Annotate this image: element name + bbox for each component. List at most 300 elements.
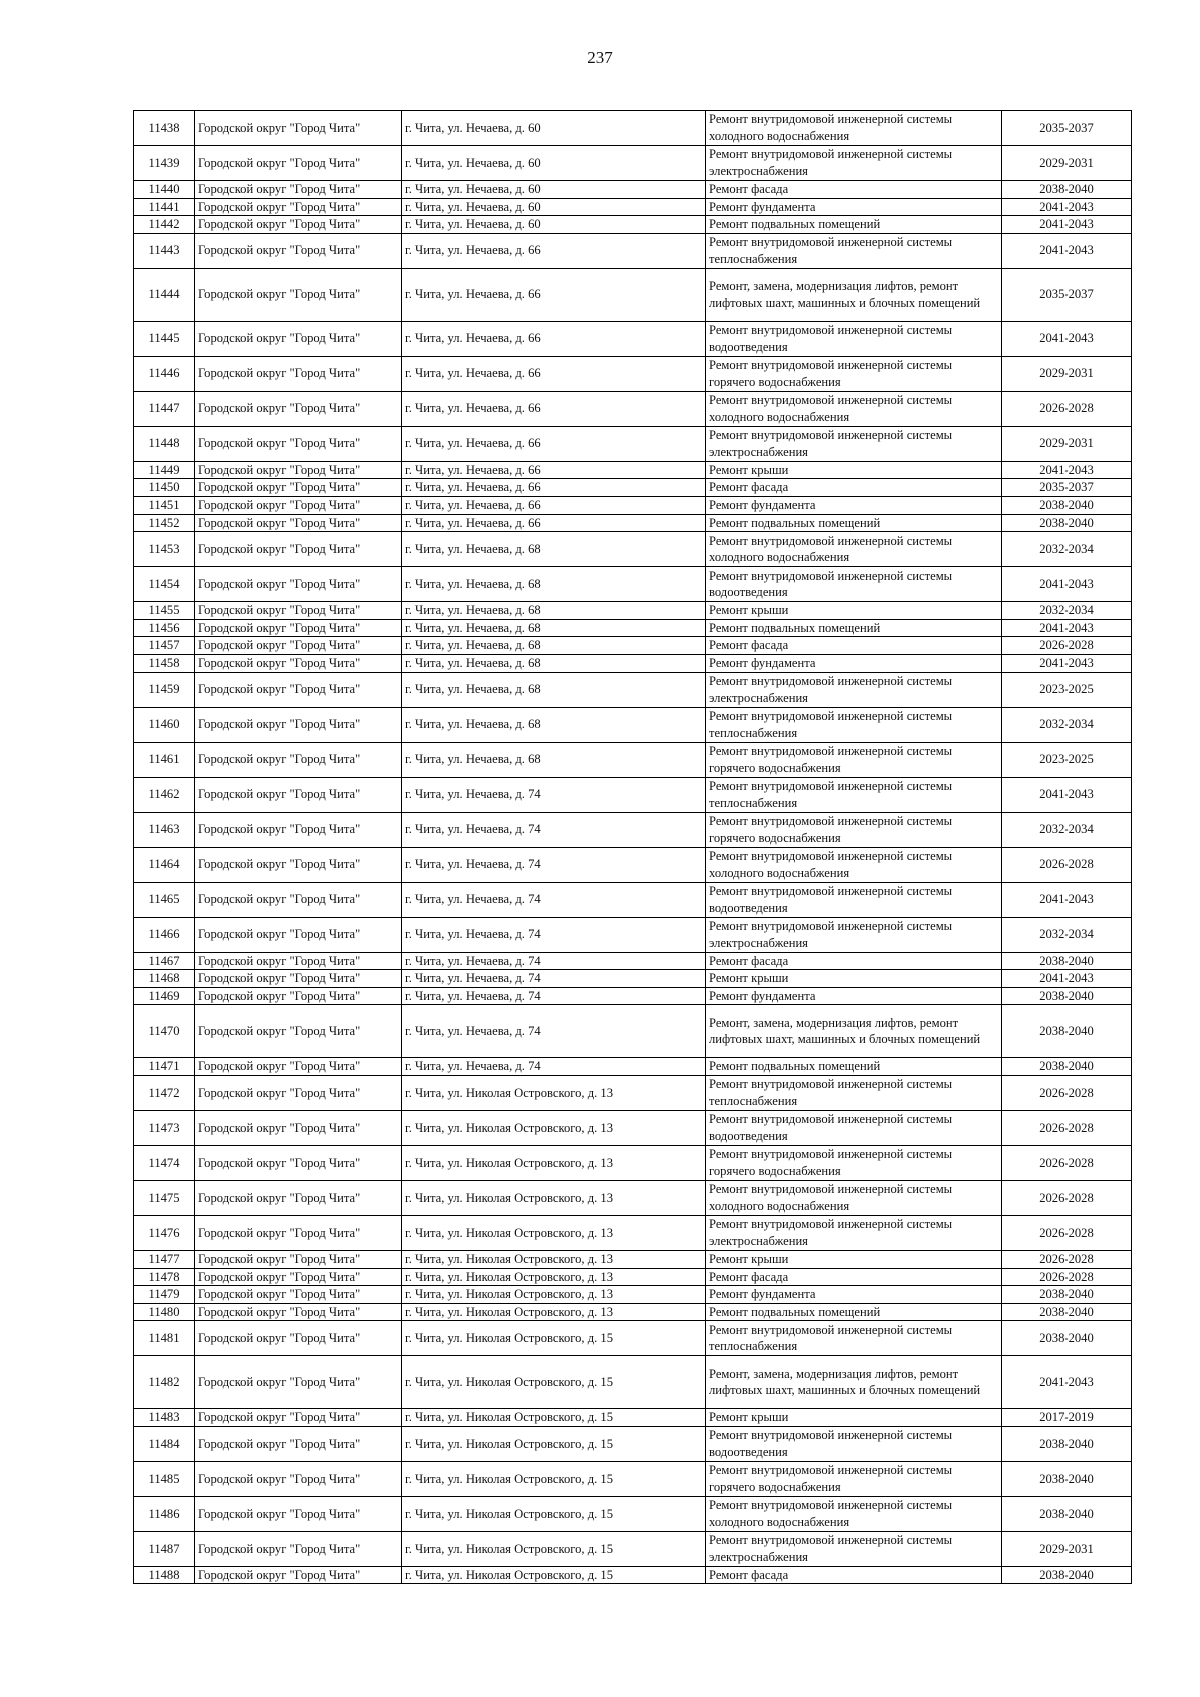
address-cell: г. Чита, ул. Нечаева, д. 68 xyxy=(402,567,706,602)
row-number-cell: 11464 xyxy=(134,847,195,882)
address-cell: г. Чита, ул. Николая Островского, д. 13 xyxy=(402,1145,706,1180)
district-cell: Городской округ "Город Чита" xyxy=(195,970,402,988)
row-number-cell: 11455 xyxy=(134,602,195,620)
address-cell: г. Чита, ул. Нечаева, д. 74 xyxy=(402,1058,706,1076)
row-number-cell: 11450 xyxy=(134,479,195,497)
work-type-cell: Ремонт внутридомовой инженерной системы водоотведения xyxy=(706,1110,1002,1145)
address-cell: г. Чита, ул. Николая Островского, д. 13 xyxy=(402,1250,706,1268)
period-cell: 2035-2037 xyxy=(1002,268,1132,321)
period-cell: 2026-2028 xyxy=(1002,1215,1132,1250)
work-type-cell: Ремонт фасада xyxy=(706,1566,1002,1584)
table-row xyxy=(134,567,1132,602)
work-type-cell: Ремонт внутридомовой инженерной системы водоотведения xyxy=(706,1426,1002,1461)
row-number-cell: 11462 xyxy=(134,777,195,812)
work-type-cell: Ремонт фундамента xyxy=(706,654,1002,672)
work-type-cell: Ремонт подвальных помещений xyxy=(706,216,1002,234)
period-cell: 2041-2043 xyxy=(1002,321,1132,356)
address-cell: г. Чита, ул. Нечаева, д. 68 xyxy=(402,619,706,637)
district-cell: Городской округ "Город Чита" xyxy=(195,777,402,812)
address-cell: г. Чита, ул. Нечаева, д. 74 xyxy=(402,1005,706,1058)
table-row xyxy=(134,917,1132,952)
table-row xyxy=(134,1286,1132,1304)
period-cell: 2038-2040 xyxy=(1002,1566,1132,1584)
period-cell: 2032-2034 xyxy=(1002,602,1132,620)
row-number-cell: 11447 xyxy=(134,391,195,426)
table-row xyxy=(134,602,1132,620)
address-cell: г. Чита, ул. Нечаева, д. 68 xyxy=(402,637,706,655)
district-cell: Городской округ "Город Чита" xyxy=(195,882,402,917)
period-cell: 2029-2031 xyxy=(1002,356,1132,391)
address-cell: г. Чита, ул. Николая Островского, д. 15 xyxy=(402,1409,706,1427)
period-cell: 2023-2025 xyxy=(1002,742,1132,777)
work-type-cell: Ремонт внутридомовой инженерной системы теплоснабжения xyxy=(706,777,1002,812)
table-row xyxy=(134,1531,1132,1566)
period-cell: 2041-2043 xyxy=(1002,567,1132,602)
work-type-cell: Ремонт подвальных помещений xyxy=(706,514,1002,532)
row-number-cell: 11457 xyxy=(134,637,195,655)
table-row xyxy=(134,1058,1132,1076)
district-cell: Городской округ "Город Чита" xyxy=(195,987,402,1005)
row-number-cell: 11472 xyxy=(134,1075,195,1110)
row-number-cell: 11467 xyxy=(134,952,195,970)
district-cell: Городской округ "Город Чита" xyxy=(195,1250,402,1268)
district-cell: Городской округ "Город Чита" xyxy=(195,268,402,321)
table-row xyxy=(134,1145,1132,1180)
row-number-cell: 11445 xyxy=(134,321,195,356)
period-cell: 2038-2040 xyxy=(1002,1058,1132,1076)
table-row xyxy=(134,514,1132,532)
table-row xyxy=(134,1496,1132,1531)
row-number-cell: 11482 xyxy=(134,1356,195,1409)
work-type-cell: Ремонт фундамента xyxy=(706,1286,1002,1304)
table-row xyxy=(134,146,1132,181)
table-row xyxy=(134,461,1132,479)
address-cell: г. Чита, ул. Николая Островского, д. 13 xyxy=(402,1180,706,1215)
table-row xyxy=(134,637,1132,655)
period-cell: 2026-2028 xyxy=(1002,391,1132,426)
row-number-cell: 11460 xyxy=(134,707,195,742)
period-cell: 2029-2031 xyxy=(1002,426,1132,461)
address-cell: г. Чита, ул. Нечаева, д. 66 xyxy=(402,514,706,532)
period-cell: 2038-2040 xyxy=(1002,1496,1132,1531)
period-cell: 2038-2040 xyxy=(1002,514,1132,532)
address-cell: г. Чита, ул. Нечаева, д. 68 xyxy=(402,654,706,672)
row-number-cell: 11461 xyxy=(134,742,195,777)
table-row xyxy=(134,970,1132,988)
address-cell: г. Чита, ул. Нечаева, д. 68 xyxy=(402,672,706,707)
district-cell: Городской округ "Город Чита" xyxy=(195,742,402,777)
district-cell: Городской округ "Город Чита" xyxy=(195,707,402,742)
period-cell: 2041-2043 xyxy=(1002,461,1132,479)
district-cell: Городской округ "Город Чита" xyxy=(195,146,402,181)
district-cell: Городской округ "Город Чита" xyxy=(195,216,402,234)
district-cell: Городской округ "Город Чита" xyxy=(195,1005,402,1058)
table-row xyxy=(134,198,1132,216)
work-type-cell: Ремонт внутридомовой инженерной системы теплоснабжения xyxy=(706,1321,1002,1356)
address-cell: г. Чита, ул. Николая Островского, д. 13 xyxy=(402,1215,706,1250)
district-cell: Городской округ "Город Чита" xyxy=(195,233,402,268)
address-cell: г. Чита, ул. Николая Островского, д. 15 xyxy=(402,1356,706,1409)
work-type-cell: Ремонт внутридомовой инженерной системы электроснабжения xyxy=(706,917,1002,952)
table-row xyxy=(134,1566,1132,1584)
table-row xyxy=(134,1409,1132,1427)
period-cell: 2026-2028 xyxy=(1002,637,1132,655)
period-cell: 2041-2043 xyxy=(1002,216,1132,234)
work-type-cell: Ремонт внутридомовой инженерной системы электроснабжения xyxy=(706,1215,1002,1250)
address-cell: г. Чита, ул. Николая Островского, д. 13 xyxy=(402,1110,706,1145)
period-cell: 2038-2040 xyxy=(1002,1005,1132,1058)
work-type-cell: Ремонт внутридомовой инженерной системы теплоснабжения xyxy=(706,233,1002,268)
row-number-cell: 11473 xyxy=(134,1110,195,1145)
table-row xyxy=(134,1321,1132,1356)
row-number-cell: 11458 xyxy=(134,654,195,672)
row-number-cell: 11465 xyxy=(134,882,195,917)
address-cell: г. Чита, ул. Нечаева, д. 74 xyxy=(402,952,706,970)
period-cell: 2023-2025 xyxy=(1002,672,1132,707)
work-type-cell: Ремонт внутридомовой инженерной системы холодного водоснабжения xyxy=(706,1180,1002,1215)
address-cell: г. Чита, ул. Нечаева, д. 74 xyxy=(402,882,706,917)
table-row xyxy=(134,1215,1132,1250)
table-row xyxy=(134,1303,1132,1321)
table-row xyxy=(134,1250,1132,1268)
table-row xyxy=(134,654,1132,672)
address-cell: г. Чита, ул. Николая Островского, д. 13 xyxy=(402,1268,706,1286)
period-cell: 2041-2043 xyxy=(1002,970,1132,988)
row-number-cell: 11444 xyxy=(134,268,195,321)
row-number-cell: 11479 xyxy=(134,1286,195,1304)
period-cell: 2035-2037 xyxy=(1002,479,1132,497)
row-number-cell: 11484 xyxy=(134,1426,195,1461)
work-type-cell: Ремонт внутридомовой инженерной системы холодного водоснабжения xyxy=(706,847,1002,882)
address-cell: г. Чита, ул. Николая Островского, д. 13 xyxy=(402,1303,706,1321)
row-number-cell: 11439 xyxy=(134,146,195,181)
district-cell: Городской округ "Город Чита" xyxy=(195,637,402,655)
work-type-cell: Ремонт крыши xyxy=(706,461,1002,479)
period-cell: 2032-2034 xyxy=(1002,707,1132,742)
address-cell: г. Чита, ул. Нечаева, д. 60 xyxy=(402,198,706,216)
period-cell: 2026-2028 xyxy=(1002,1250,1132,1268)
period-cell: 2026-2028 xyxy=(1002,1268,1132,1286)
row-number-cell: 11469 xyxy=(134,987,195,1005)
address-cell: г. Чита, ул. Нечаева, д. 74 xyxy=(402,970,706,988)
period-cell: 2026-2028 xyxy=(1002,847,1132,882)
period-cell: 2041-2043 xyxy=(1002,198,1132,216)
row-number-cell: 11470 xyxy=(134,1005,195,1058)
row-number-cell: 11471 xyxy=(134,1058,195,1076)
row-number-cell: 11451 xyxy=(134,496,195,514)
row-number-cell: 11441 xyxy=(134,198,195,216)
row-number-cell: 11474 xyxy=(134,1145,195,1180)
district-cell: Городской округ "Город Чита" xyxy=(195,1461,402,1496)
district-cell: Городской округ "Город Чита" xyxy=(195,479,402,497)
period-cell: 2029-2031 xyxy=(1002,146,1132,181)
work-type-cell: Ремонт внутридомовой инженерной системы горячего водоснабжения xyxy=(706,356,1002,391)
table-row xyxy=(134,1426,1132,1461)
district-cell: Городской округ "Город Чита" xyxy=(195,321,402,356)
work-type-cell: Ремонт подвальных помещений xyxy=(706,619,1002,637)
row-number-cell: 11487 xyxy=(134,1531,195,1566)
work-type-cell: Ремонт фасада xyxy=(706,637,1002,655)
address-cell: г. Чита, ул. Николая Островского, д. 15 xyxy=(402,1531,706,1566)
district-cell: Городской округ "Город Чита" xyxy=(195,514,402,532)
period-cell: 2038-2040 xyxy=(1002,987,1132,1005)
period-cell: 2038-2040 xyxy=(1002,1461,1132,1496)
work-type-cell: Ремонт внутридомовой инженерной системы водоотведения xyxy=(706,567,1002,602)
table-row xyxy=(134,1356,1132,1409)
period-cell: 2041-2043 xyxy=(1002,654,1132,672)
period-cell: 2038-2040 xyxy=(1002,952,1132,970)
table-row xyxy=(134,1075,1132,1110)
district-cell: Городской округ "Город Чита" xyxy=(195,1110,402,1145)
work-type-cell: Ремонт фасада xyxy=(706,1268,1002,1286)
table-row xyxy=(134,847,1132,882)
district-cell: Городской округ "Город Чита" xyxy=(195,619,402,637)
address-cell: г. Чита, ул. Нечаева, д. 60 xyxy=(402,216,706,234)
district-cell: Городской округ "Город Чита" xyxy=(195,1426,402,1461)
work-type-cell: Ремонт внутридомовой инженерной системы теплоснабжения xyxy=(706,707,1002,742)
work-type-cell: Ремонт внутридомовой инженерной системы горячего водоснабжения xyxy=(706,812,1002,847)
district-cell: Городской округ "Город Чита" xyxy=(195,1566,402,1584)
work-type-cell: Ремонт внутридомовой инженерной системы электроснабжения xyxy=(706,1531,1002,1566)
work-type-cell: Ремонт фундамента xyxy=(706,198,1002,216)
district-cell: Городской округ "Город Чита" xyxy=(195,391,402,426)
row-number-cell: 11485 xyxy=(134,1461,195,1496)
district-cell: Городской округ "Город Чита" xyxy=(195,567,402,602)
district-cell: Городской округ "Город Чита" xyxy=(195,917,402,952)
work-type-cell: Ремонт внутридомовой инженерной системы горячего водоснабжения xyxy=(706,1145,1002,1180)
period-cell: 2041-2043 xyxy=(1002,619,1132,637)
row-number-cell: 11486 xyxy=(134,1496,195,1531)
row-number-cell: 11488 xyxy=(134,1566,195,1584)
work-type-cell: Ремонт подвальных помещений xyxy=(706,1058,1002,1076)
address-cell: г. Чита, ул. Нечаева, д. 66 xyxy=(402,479,706,497)
district-cell: Городской округ "Город Чита" xyxy=(195,426,402,461)
row-number-cell: 11442 xyxy=(134,216,195,234)
row-number-cell: 11463 xyxy=(134,812,195,847)
table-row xyxy=(134,268,1132,321)
district-cell: Городской округ "Город Чита" xyxy=(195,1409,402,1427)
address-cell: г. Чита, ул. Нечаева, д. 66 xyxy=(402,268,706,321)
period-cell: 2017-2019 xyxy=(1002,1409,1132,1427)
row-number-cell: 11448 xyxy=(134,426,195,461)
table-row xyxy=(134,391,1132,426)
address-cell: г. Чита, ул. Нечаева, д. 74 xyxy=(402,987,706,1005)
row-number-cell: 11456 xyxy=(134,619,195,637)
address-cell: г. Чита, ул. Нечаева, д. 60 xyxy=(402,111,706,146)
district-cell: Городской округ "Город Чита" xyxy=(195,181,402,199)
period-cell: 2038-2040 xyxy=(1002,1426,1132,1461)
district-cell: Городской округ "Город Чита" xyxy=(195,461,402,479)
table-row xyxy=(134,812,1132,847)
district-cell: Городской округ "Город Чита" xyxy=(195,1268,402,1286)
row-number-cell: 11468 xyxy=(134,970,195,988)
address-cell: г. Чита, ул. Нечаева, д. 74 xyxy=(402,847,706,882)
table-row xyxy=(134,356,1132,391)
table-row xyxy=(134,496,1132,514)
period-cell: 2041-2043 xyxy=(1002,233,1132,268)
address-cell: г. Чита, ул. Николая Островского, д. 15 xyxy=(402,1496,706,1531)
district-cell: Городской округ "Город Чита" xyxy=(195,1075,402,1110)
district-cell: Городской округ "Город Чита" xyxy=(195,847,402,882)
work-type-cell: Ремонт крыши xyxy=(706,1250,1002,1268)
row-number-cell: 11466 xyxy=(134,917,195,952)
address-cell: г. Чита, ул. Нечаева, д. 68 xyxy=(402,532,706,567)
row-number-cell: 11443 xyxy=(134,233,195,268)
table-row xyxy=(134,321,1132,356)
work-type-cell: Ремонт внутридомовой инженерной системы холодного водоснабжения xyxy=(706,111,1002,146)
table-row xyxy=(134,1005,1132,1058)
row-number-cell: 11477 xyxy=(134,1250,195,1268)
address-cell: г. Чита, ул. Николая Островского, д. 13 xyxy=(402,1075,706,1110)
table-row xyxy=(134,742,1132,777)
table-row xyxy=(134,111,1132,146)
address-cell: г. Чита, ул. Нечаева, д. 66 xyxy=(402,356,706,391)
work-type-cell: Ремонт подвальных помещений xyxy=(706,1303,1002,1321)
work-type-cell: Ремонт фасада xyxy=(706,952,1002,970)
address-cell: г. Чита, ул. Нечаева, д. 68 xyxy=(402,602,706,620)
district-cell: Городской округ "Город Чита" xyxy=(195,532,402,567)
table-row xyxy=(134,233,1132,268)
district-cell: Городской округ "Город Чита" xyxy=(195,602,402,620)
work-type-cell: Ремонт внутридомовой инженерной системы холодного водоснабжения xyxy=(706,391,1002,426)
address-cell: г. Чита, ул. Нечаева, д. 66 xyxy=(402,426,706,461)
district-cell: Городской округ "Город Чита" xyxy=(195,672,402,707)
period-cell: 2038-2040 xyxy=(1002,181,1132,199)
period-cell: 2035-2037 xyxy=(1002,111,1132,146)
table-row xyxy=(134,1180,1132,1215)
work-type-cell: Ремонт фундамента xyxy=(706,987,1002,1005)
address-cell: г. Чита, ул. Нечаева, д. 66 xyxy=(402,461,706,479)
district-cell: Городской округ "Город Чита" xyxy=(195,812,402,847)
district-cell: Городской округ "Город Чита" xyxy=(195,952,402,970)
work-type-cell: Ремонт внутридомовой инженерной системы водоотведения xyxy=(706,882,1002,917)
address-cell: г. Чита, ул. Николая Островского, д. 15 xyxy=(402,1566,706,1584)
address-cell: г. Чита, ул. Николая Островского, д. 15 xyxy=(402,1321,706,1356)
row-number-cell: 11476 xyxy=(134,1215,195,1250)
period-cell: 2032-2034 xyxy=(1002,812,1132,847)
address-cell: г. Чита, ул. Нечаева, д. 74 xyxy=(402,812,706,847)
table-row xyxy=(134,426,1132,461)
period-cell: 2041-2043 xyxy=(1002,777,1132,812)
table-body xyxy=(134,111,1132,1584)
address-cell: г. Чита, ул. Нечаева, д. 74 xyxy=(402,917,706,952)
table-row xyxy=(134,952,1132,970)
period-cell: 2041-2043 xyxy=(1002,882,1132,917)
address-cell: г. Чита, ул. Нечаева, д. 68 xyxy=(402,707,706,742)
row-number-cell: 11446 xyxy=(134,356,195,391)
row-number-cell: 11440 xyxy=(134,181,195,199)
table-row xyxy=(134,707,1132,742)
district-cell: Городской округ "Город Чита" xyxy=(195,356,402,391)
work-type-cell: Ремонт крыши xyxy=(706,602,1002,620)
work-type-cell: Ремонт фасада xyxy=(706,181,1002,199)
district-cell: Городской округ "Город Чита" xyxy=(195,1303,402,1321)
work-type-cell: Ремонт, замена, модернизация лифтов, ремонт лифтовых шахт, машинных и блочных помещений xyxy=(706,1356,1002,1409)
work-type-cell: Ремонт внутридомовой инженерной системы электроснабжения xyxy=(706,426,1002,461)
table-row xyxy=(134,181,1132,199)
work-type-cell: Ремонт внутридомовой инженерной системы горячего водоснабжения xyxy=(706,742,1002,777)
address-cell: г. Чита, ул. Нечаева, д. 74 xyxy=(402,777,706,812)
address-cell: г. Чита, ул. Нечаева, д. 66 xyxy=(402,496,706,514)
repair-schedule-table xyxy=(133,110,1132,1584)
table-row xyxy=(134,1268,1132,1286)
row-number-cell: 11478 xyxy=(134,1268,195,1286)
period-cell: 2038-2040 xyxy=(1002,1286,1132,1304)
work-type-cell: Ремонт фасада xyxy=(706,479,1002,497)
district-cell: Городской округ "Город Чита" xyxy=(195,1058,402,1076)
work-type-cell: Ремонт внутридомовой инженерной системы теплоснабжения xyxy=(706,1075,1002,1110)
table-row xyxy=(134,1110,1132,1145)
table-row xyxy=(134,619,1132,637)
work-type-cell: Ремонт внутридомовой инженерной системы холодного водоснабжения xyxy=(706,1496,1002,1531)
row-number-cell: 11475 xyxy=(134,1180,195,1215)
address-cell: г. Чита, ул. Николая Островского, д. 13 xyxy=(402,1286,706,1304)
work-type-cell: Ремонт, замена, модернизация лифтов, ремонт лифтовых шахт, машинных и блочных помещений xyxy=(706,268,1002,321)
row-number-cell: 11453 xyxy=(134,532,195,567)
row-number-cell: 11438 xyxy=(134,111,195,146)
address-cell: г. Чита, ул. Нечаева, д. 66 xyxy=(402,233,706,268)
work-type-cell: Ремонт внутридомовой инженерной системы холодного водоснабжения xyxy=(706,532,1002,567)
address-cell: г. Чита, ул. Николая Островского, д. 15 xyxy=(402,1426,706,1461)
row-number-cell: 11480 xyxy=(134,1303,195,1321)
work-type-cell: Ремонт внутридомовой инженерной системы водоотведения xyxy=(706,321,1002,356)
table-row xyxy=(134,1461,1132,1496)
district-cell: Городской округ "Город Чита" xyxy=(195,1531,402,1566)
row-number-cell: 11459 xyxy=(134,672,195,707)
row-number-cell: 11452 xyxy=(134,514,195,532)
district-cell: Городской округ "Город Чита" xyxy=(195,654,402,672)
address-cell: г. Чита, ул. Нечаева, д. 66 xyxy=(402,321,706,356)
period-cell: 2026-2028 xyxy=(1002,1180,1132,1215)
period-cell: 2026-2028 xyxy=(1002,1110,1132,1145)
period-cell: 2029-2031 xyxy=(1002,1531,1132,1566)
row-number-cell: 11454 xyxy=(134,567,195,602)
table-row xyxy=(134,672,1132,707)
period-cell: 2038-2040 xyxy=(1002,1321,1132,1356)
work-type-cell: Ремонт внутридомовой инженерной системы электроснабжения xyxy=(706,146,1002,181)
address-cell: г. Чита, ул. Нечаева, д. 68 xyxy=(402,742,706,777)
district-cell: Городской округ "Город Чита" xyxy=(195,1145,402,1180)
period-cell: 2026-2028 xyxy=(1002,1075,1132,1110)
work-type-cell: Ремонт, замена, модернизация лифтов, ремонт лифтовых шахт, машинных и блочных помещений xyxy=(706,1005,1002,1058)
table-row xyxy=(134,479,1132,497)
district-cell: Городской округ "Город Чита" xyxy=(195,111,402,146)
district-cell: Городской округ "Город Чита" xyxy=(195,1321,402,1356)
work-type-cell: Ремонт внутридомовой инженерной системы электроснабжения xyxy=(706,672,1002,707)
address-cell: г. Чита, ул. Нечаева, д. 66 xyxy=(402,391,706,426)
address-cell: г. Чита, ул. Нечаева, д. 60 xyxy=(402,146,706,181)
district-cell: Городской округ "Город Чита" xyxy=(195,1496,402,1531)
table-row xyxy=(134,532,1132,567)
district-cell: Городской округ "Город Чита" xyxy=(195,1180,402,1215)
row-number-cell: 11483 xyxy=(134,1409,195,1427)
work-type-cell: Ремонт фундамента xyxy=(706,496,1002,514)
period-cell: 2032-2034 xyxy=(1002,532,1132,567)
district-cell: Городской округ "Город Чита" xyxy=(195,1286,402,1304)
row-number-cell: 11481 xyxy=(134,1321,195,1356)
table-row xyxy=(134,882,1132,917)
district-cell: Городской округ "Город Чита" xyxy=(195,496,402,514)
district-cell: Городской округ "Город Чита" xyxy=(195,1356,402,1409)
row-number-cell: 11449 xyxy=(134,461,195,479)
table-row xyxy=(134,987,1132,1005)
page-number: 237 xyxy=(587,48,613,67)
period-cell: 2038-2040 xyxy=(1002,1303,1132,1321)
work-type-cell: Ремонт внутридомовой инженерной системы горячего водоснабжения xyxy=(706,1461,1002,1496)
address-cell: г. Чита, ул. Нечаева, д. 60 xyxy=(402,181,706,199)
period-cell: 2041-2043 xyxy=(1002,1356,1132,1409)
period-cell: 2026-2028 xyxy=(1002,1145,1132,1180)
